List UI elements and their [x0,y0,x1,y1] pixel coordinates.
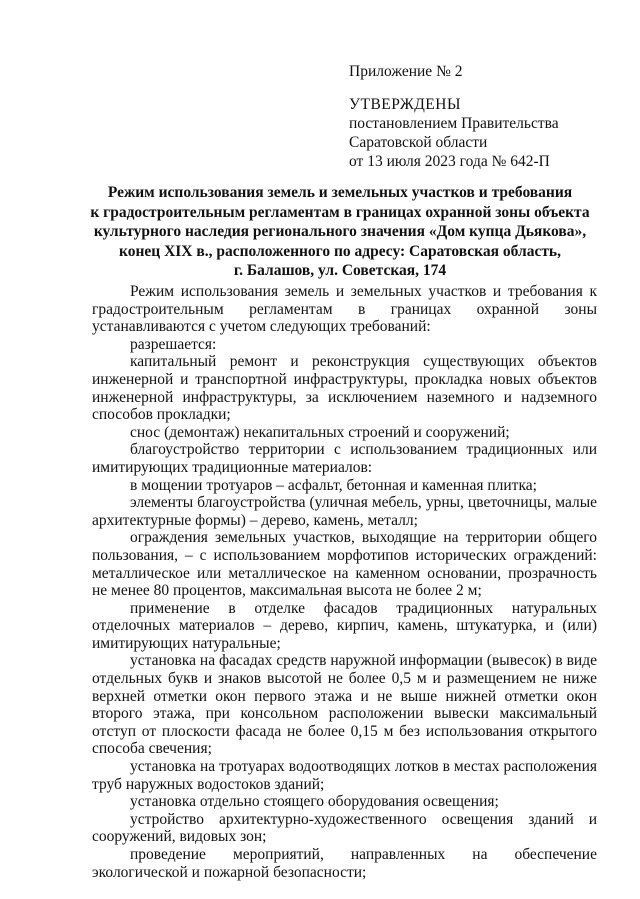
approval-line: постановлением Правительства [349,115,559,132]
approved-heading: УТВЕРЖДЕНЫ [349,96,461,113]
approval-date: от 13 июля 2023 года № 642-П [349,153,550,170]
paragraph: установка на тротуарах водоотводящих лотков в местах расположения труб наружных водостоков зданий; [92,758,597,793]
paragraph: снос (демонтаж) некапитальных строений и сооружений; [130,423,510,441]
paragraph: устройство архитектурно-художественного освещения зданий и сооружений, видовых зон; [92,810,597,846]
title-line: Режим использования земель и земельных участков и требования [107,184,573,201]
paragraph: благоустройство территории с использованием традиционных или имитирующих традиционные материалов: [92,441,597,476]
title-line: к градостроительным регламентам в границах охранной зоны объекта [90,203,590,221]
title-line: конец XIX в., расположенного по адресу: Саратовская область, [118,242,562,260]
paragraph: ограждения земельных участков, выходящие на территории общего пользования, – с использованием морфотипов исторических ограждений: металлическое или металлическое на каменном основании, прозрачность не менее 80 процентов, максимальная высота не более 2 м; [92,529,597,600]
paragraph: установка на фасадах средств наружной информации (вывесок) в виде отдельных букв и знаков высотой не более 0,5 м и размещением не ниже верхней отметки окон первого этажа и не выше нижней отметки окон второго этажа, при консольном расположении вывески максимальный отступ от плоскости фасада не более 0,15 м без использования открытого способа свечения; [92,652,597,758]
document-body [92,283,597,881]
paragraph: элементы благоустройства (уличная мебель, урны, цветочницы, малые архитектурные формы) – дерево, камень, металл; [92,494,597,529]
paragraph: проведение мероприятий, направленных на обеспечение экологической и пожарной безопасности; [92,846,597,881]
appendix-number: Приложение № 2 [349,63,463,80]
paragraph: разрешается: [130,335,217,353]
title-line: культурного наследия регионального значения «Дом купца Дьякова», [93,223,587,240]
paragraph: Режим использования земель и земельных участков и требования к градостроительным регламентам в границах охранной зоны устанавливаются с учетом следующих требований: [92,283,597,336]
approval-line: Саратовской области [349,134,488,151]
paragraph: установка отдельно стоящего оборудования освещения; [130,793,499,811]
paragraph: применение в отделке фасадов традиционных натуральных отделочных материалов – дерево, кирпич, камень, штукатурка, и (или) имитирующих натуральные; [92,599,597,652]
document-title [60,183,620,281]
title-line: г. Балашов, ул. Советская, 174 [233,262,447,279]
paragraph: в мощении тротуаров – асфальт, бетонная и каменная плитка; [130,476,537,494]
approval-block [349,62,559,171]
paragraph: капитальный ремонт и реконструкция существующих объектов инженерной и транспортной инфраструктуры, прокладка новых объектов инженерной инфраструктуры, за исключением наземного и надземного способов прокладки; [92,353,597,424]
